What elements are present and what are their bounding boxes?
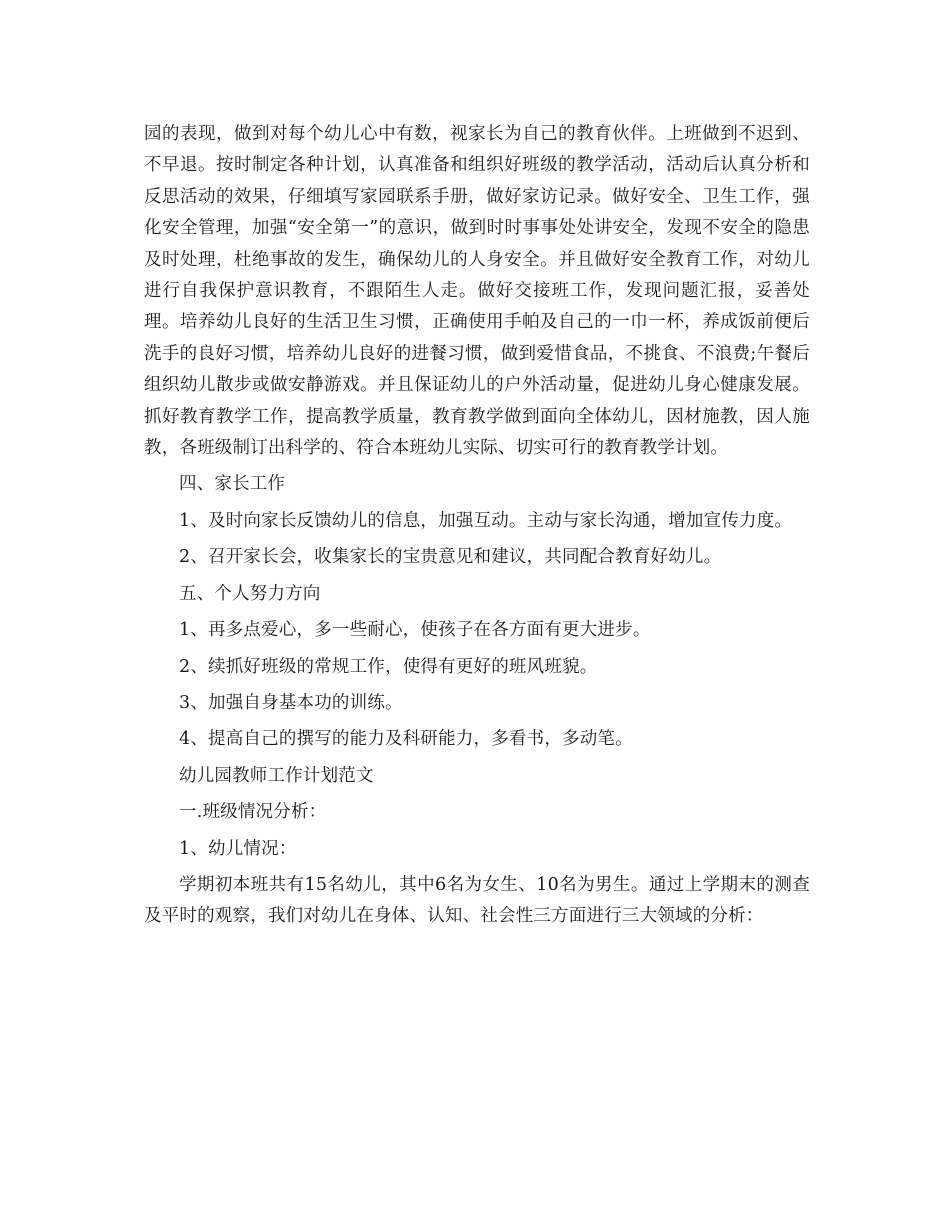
list-item: 4、提高自己的撰写的能力及科研能力，多看书，多动笔。 (179, 729, 633, 750)
document-body (144, 119, 810, 938)
list-item: 1、再多点爱心，多一些耐心，使孩子在各方面有更大进步。 (179, 620, 651, 641)
heading-class-analysis: 一.班级情况分析： (179, 802, 327, 823)
heading-personal-direction: 五、个人努力方向 (179, 583, 321, 604)
section-title: 幼儿园教师工作计划范文 (179, 765, 374, 786)
subheading-children: 1、幼儿情况： (179, 838, 297, 859)
paragraph-continuation: 园的表现，做到对每个幼儿心中有数，视家长为自己的教育伙伴。上班做到不迟到、不早退。按时制定各种计划，认真准备和组织好班级的教学活动，活动后认真分析和反思活动的效果，仔细填写家园联系手册，做好家访记录。做好安全、卫生工作，强化安全管理，加强“安全第一”的意识，做到时时事事处处讲安全，发现不安全的隐患及时处理，杜绝事故的发生，确保幼儿的人身安全。并且做好安全教育工作，对幼儿进行自我保护意识教育，不跟陌生人走。做好交接班工作，发现问题汇报，妥善处理。培养幼儿良好的生活卫生习惯，正确使用手帕及自己的一巾一杯，养成饭前便后洗手的良好习惯，培养幼儿良好的进餐习惯，做到爱惜食品，不挑食、不浪费;午餐后组织幼儿散步或做安静游戏。并且保证幼儿的户外活动量，促进幼儿身心健康发展。抓好教育教学工作，提高教学质量，教育教学做到面向全体幼儿，因材施教，因人施教，各班级制订出科学的、符合本班幼儿实际、切实可行的教育教学计划。 (144, 124, 810, 459)
list-item: 3、加强自身基本功的训练。 (179, 692, 403, 713)
list-item: 1、及时向家长反馈幼儿的信息，加强互动。主动与家长沟通，增加宣传力度。 (179, 510, 793, 531)
heading-parent-work: 四、家长工作 (179, 474, 286, 495)
list-item: 2、续抓好班级的常规工作，使得有更好的班风班貌。 (179, 656, 598, 677)
paragraph-class-summary: 学期初本班共有15名幼儿，其中6名为女生、10名为男生。通过上学期末的测查及平时的观察，我们对幼儿在身体、认知、社会性三方面进行三大领域的分析： (144, 874, 810, 927)
list-item: 2、召开家长会，收集家长的宝贵意见和建议，共同配合教育好幼儿。 (179, 547, 722, 568)
